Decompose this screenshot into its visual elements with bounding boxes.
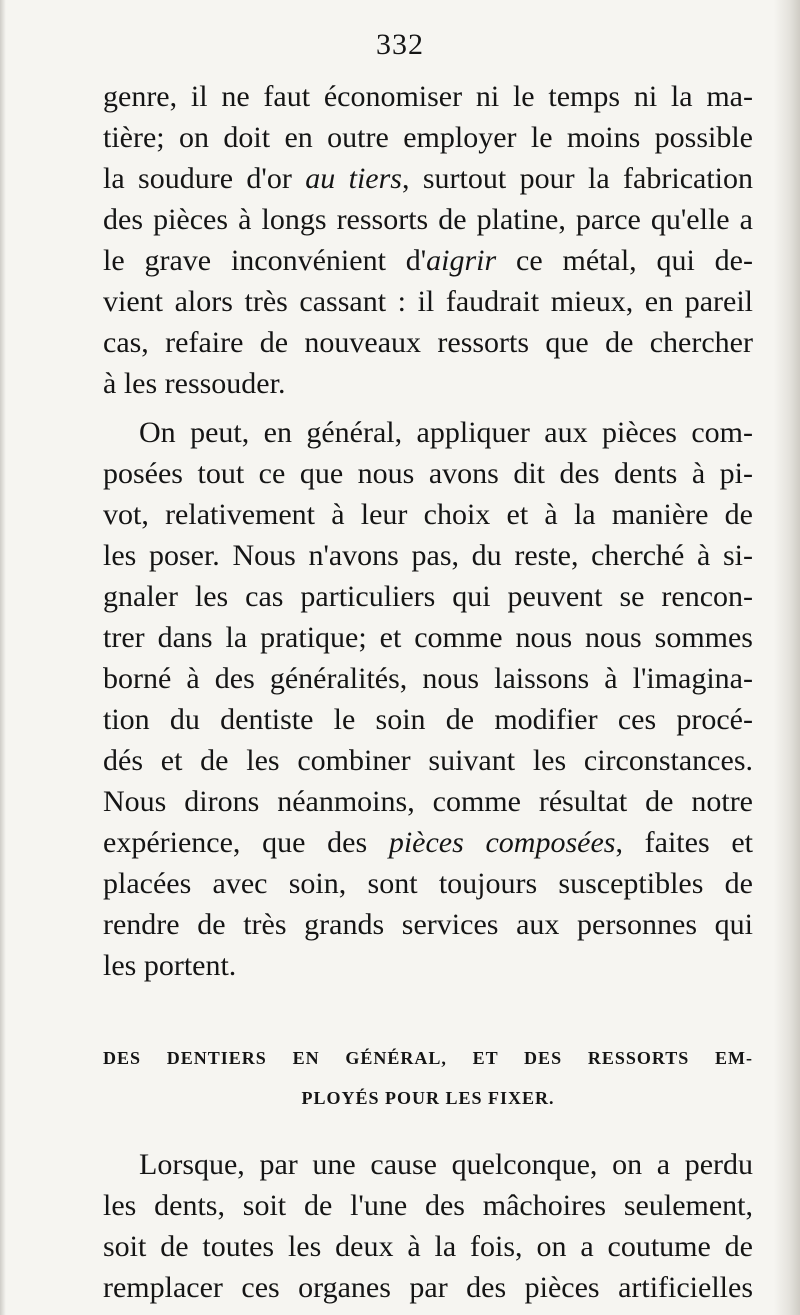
text-line: Nous dirons néanmoins, comme résultat de notre — [103, 785, 753, 818]
heading-line: PLOYÉS POUR LES FIXER. — [301, 1088, 555, 1108]
text-line: trer dans la pratique; et comme nous nous sommes — [103, 621, 753, 654]
text-line: genre, il ne faut économiser ni le temps ni la ma- — [103, 80, 753, 113]
paragraph-1 — [103, 76, 753, 404]
text-line: la soudure d'or au tiers, surtout pour la fabrication — [103, 162, 753, 195]
page-text — [103, 76, 753, 1308]
text-line: cas, refaire de nouveaux ressorts que de chercher — [103, 326, 753, 359]
text-line: les portent. — [103, 949, 237, 982]
text-line: posées tout ce que nous avons dit des dents à pi- — [103, 457, 753, 490]
paragraph-2 — [103, 412, 753, 986]
text-line: On peut, en général, appliquer aux pièces com- — [139, 416, 753, 449]
text-line: vot, relativement à leur choix et à la manière de — [103, 498, 753, 531]
text-line: des pièces à longs ressorts de platine, parce qu'elle a — [103, 203, 753, 236]
text-line: soit de toutes les deux à la fois, on a coutume de — [103, 1230, 753, 1263]
text-line: à les ressouder. — [103, 367, 286, 400]
text-line: le grave inconvénient d'aigrir ce métal, qui de- — [103, 244, 753, 277]
text-line: rendre de très grands services aux personnes qui — [103, 908, 753, 941]
text-line: remplacer ces organes par des pièces artificielles — [103, 1271, 753, 1304]
text-line: vient alors très cassant : il faudrait mieux, en pareil — [103, 285, 753, 318]
text-line: expérience, que des pièces composées, faites et — [103, 826, 753, 859]
page-left-edge — [0, 0, 6, 1315]
text-line: borné à des généralités, nous laissons à l'imagina- — [103, 662, 753, 695]
page-number: 332 — [376, 28, 424, 61]
text-line: les poser. Nous n'avons pas, du reste, cherché à si- — [103, 539, 753, 572]
paragraph-3 — [103, 1144, 753, 1308]
text-line: Lorsque, par une cause quelconque, on a perdu — [139, 1148, 753, 1181]
section-heading — [103, 1038, 753, 1118]
text-line: dés et de les combiner suivant les circonstances. — [103, 744, 753, 777]
text-line: tion du dentiste le soin de modifier ces procé- — [103, 703, 753, 736]
text-line: placées avec soin, sont toujours susceptibles de — [103, 867, 753, 900]
heading-line: DES DENTIERS EN GÉNÉRAL, ET DES RESSORTS EM- — [103, 1048, 753, 1068]
text-line: tière; on doit en outre employer le moins possible — [103, 121, 753, 154]
text-line: les dents, soit de l'une des mâchoires seulement, — [103, 1189, 753, 1222]
text-line: gnaler les cas particuliers qui peuvent se rencon- — [103, 580, 753, 613]
page-right-edge — [774, 0, 800, 1315]
